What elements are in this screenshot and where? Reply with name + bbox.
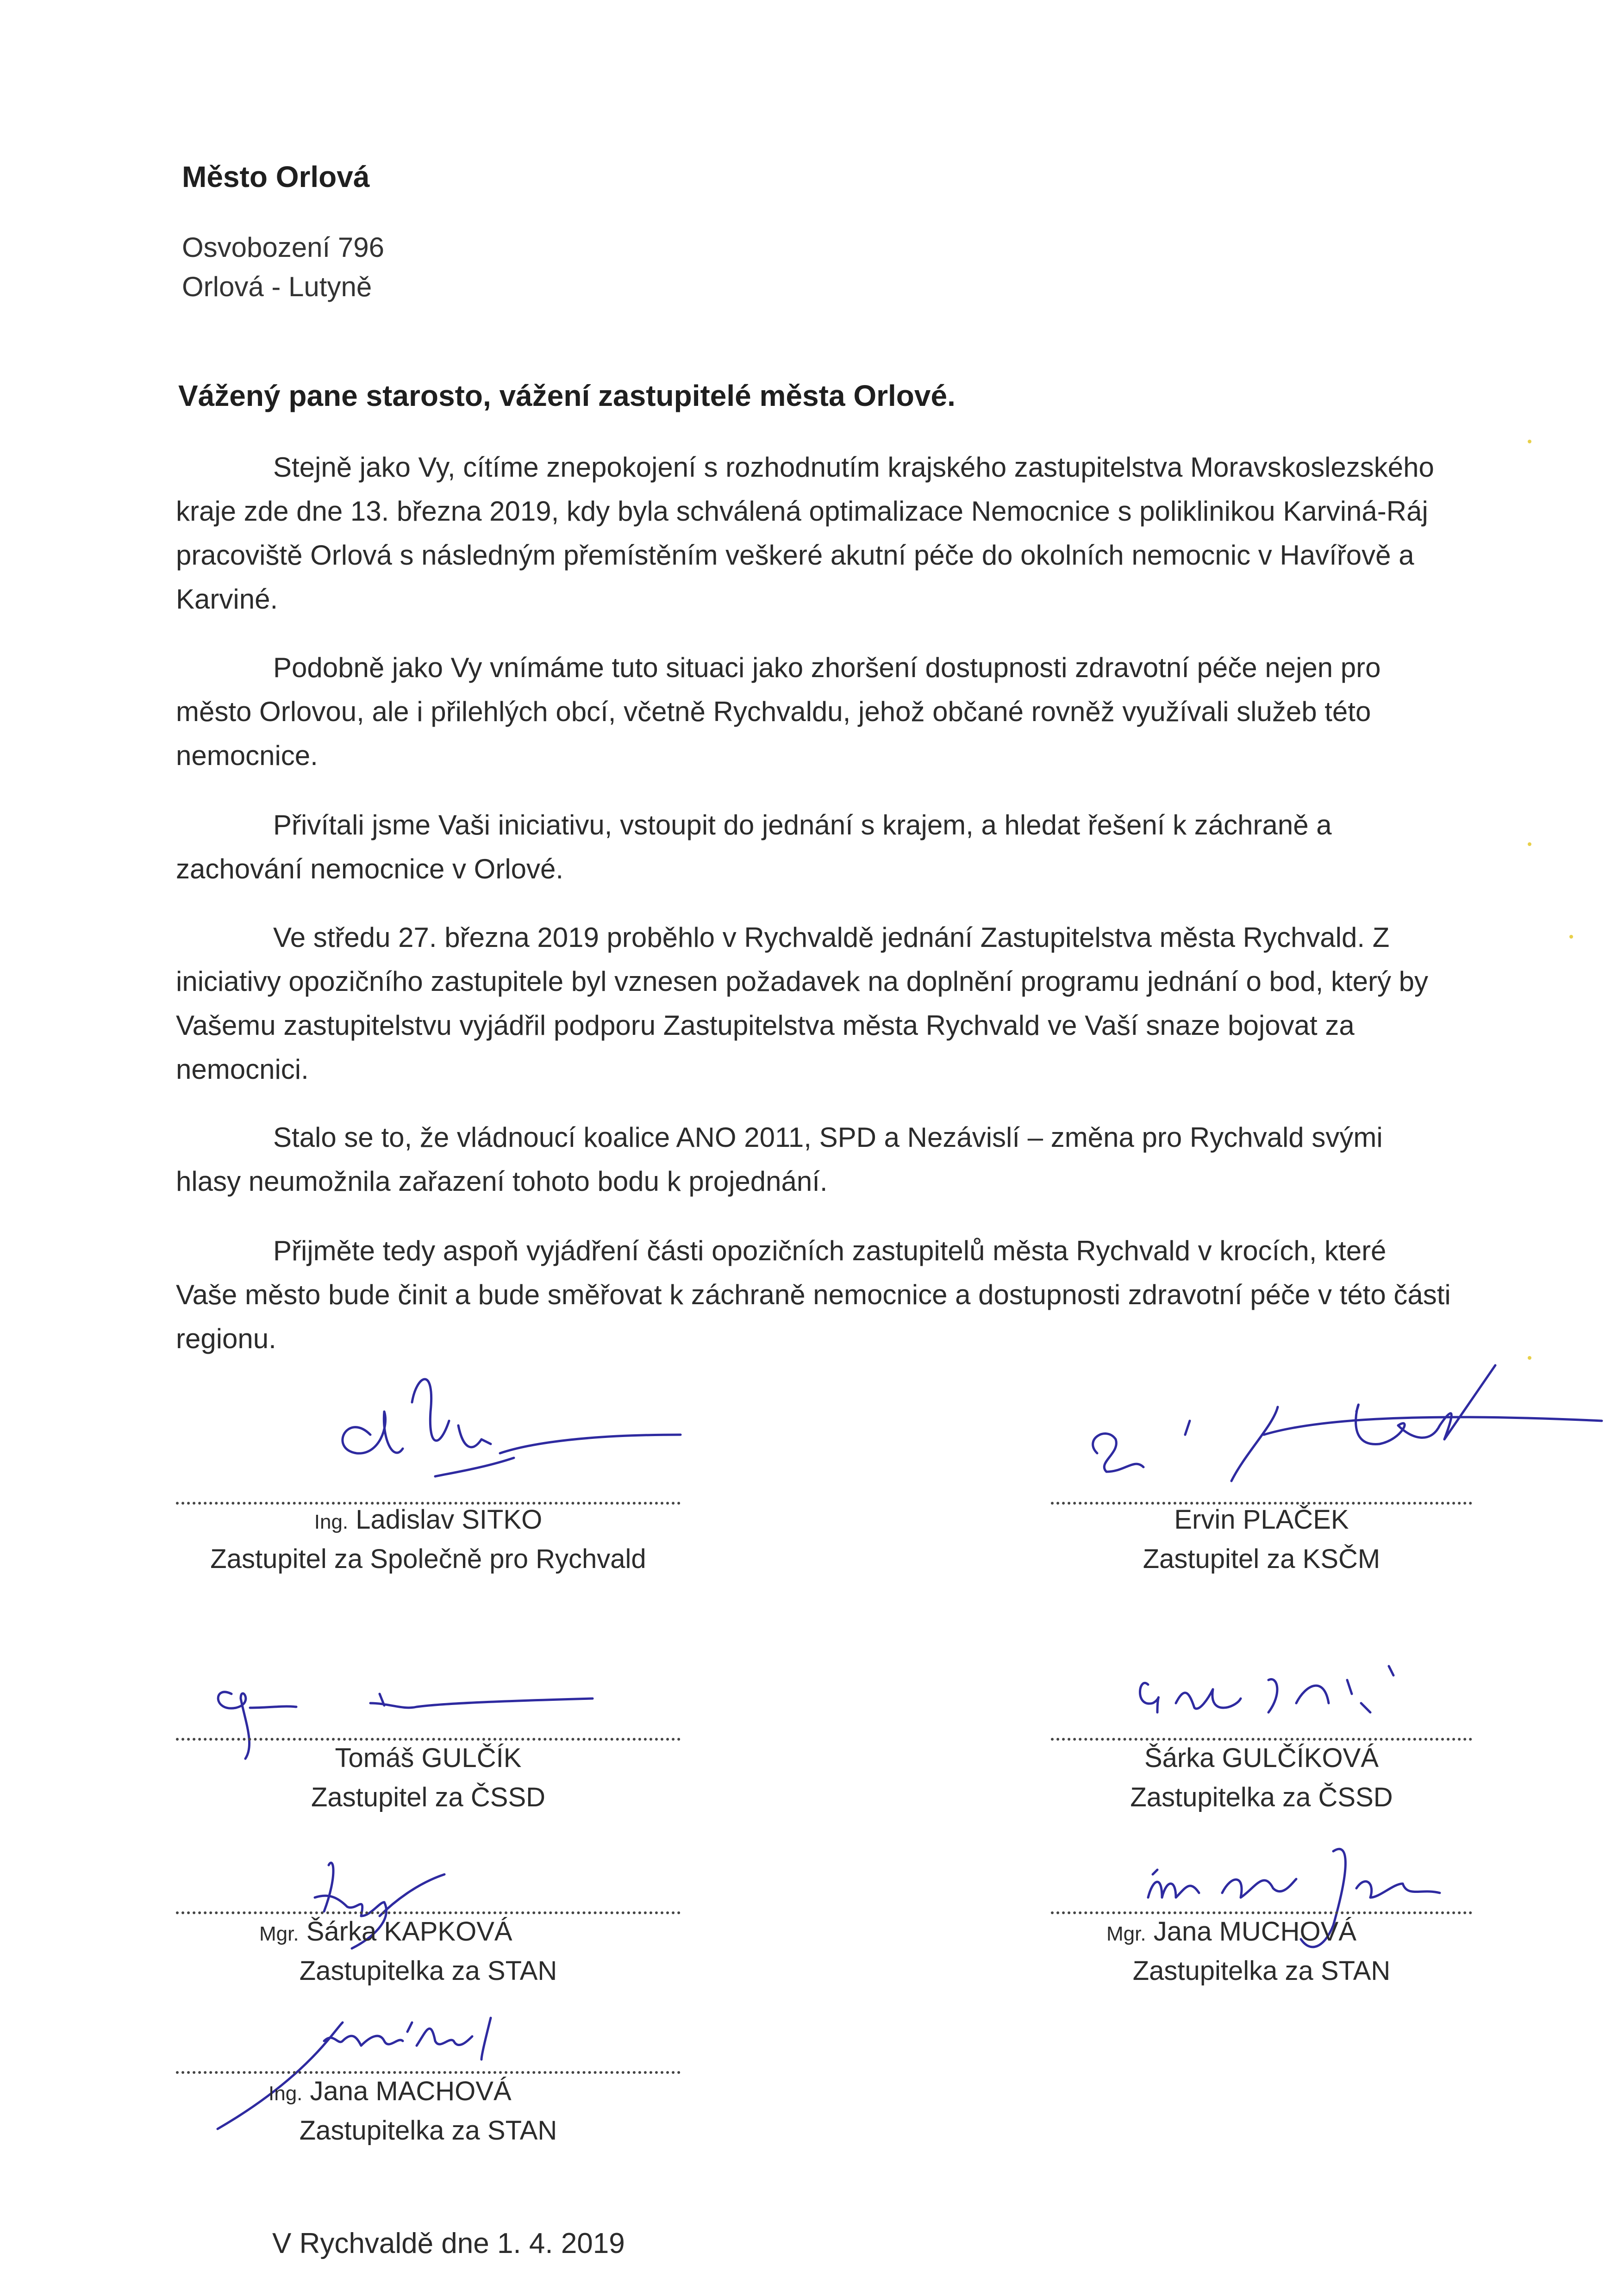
scan-speck xyxy=(1528,1356,1531,1360)
recipient-street: Osvobození 796 xyxy=(182,232,384,263)
recipient-name: Město Orlová xyxy=(182,160,370,193)
signatory-name: Tomáš GULČÍK xyxy=(335,1743,522,1773)
signatory-role: Zastupitelka za ČSSD xyxy=(1130,1782,1393,1812)
signatory-role: Zastupitel za ČSSD xyxy=(311,1782,546,1812)
signatory-role: Zastupitelka za STAN xyxy=(299,2116,557,2146)
signature-sitko xyxy=(319,1356,699,1513)
paragraph-2: Podobně jako Vy vnímáme tuto situaci jako zhoršení dostupnosti zdravotní péče nejen pro město Orlovou, ale i přilehlých obcí, včetně Rychvaldu, jehož občané rovněž využívali služeb této nemocnice. xyxy=(176,652,1381,771)
signatory-role: Zastupitel za Společně pro Rychvald xyxy=(210,1544,646,1574)
signature-placek xyxy=(1079,1356,1606,1495)
signatory-role: Zastupitel za KSČM xyxy=(1143,1544,1380,1574)
signatory-name: Ing. Ladislav SITKO xyxy=(314,1505,543,1535)
signatory-role: Zastupitelka za STAN xyxy=(299,1956,557,1986)
paragraph-4: Ve středu 27. března 2019 proběhlo v Rychvaldě jednání Zastupitelstva města Rychvald. Z iniciativy opozičního zastupitele byl vznesen požadavek na doplnění programu jednání o bod, který by Vašemu zastupitelstvu vyjádřil podporu Zastupitelstva města Rychvald ve Vaší snaze bojovat za nemocnici. xyxy=(176,922,1429,1085)
signatory-name: Ervin PLAČEK xyxy=(1174,1505,1349,1535)
scan-speck xyxy=(1569,935,1573,939)
salutation: Vážený pane starosto, vážení zastupitelé města Orlové. xyxy=(178,379,956,412)
signatory-name: Mgr. Jana MUCHOVÁ xyxy=(1106,1916,1357,1947)
signature-gulcikova xyxy=(1130,1648,1454,1749)
paragraph-3: Přivítali jsme Vaši iniciativu, vstoupit do jednání s krajem, a hledat řešení k záchraně a zachování nemocnice v Orlové. xyxy=(176,809,1332,884)
signature-line xyxy=(1051,1911,1472,1914)
signature-line xyxy=(176,1911,681,1914)
scan-speck xyxy=(1528,842,1531,846)
paragraph-1: Stejně jako Vy, cítíme znepokojení s rozhodnutím krajského zastupitelstva Moravskoslezského kraje zde dne 13. března 2019, kdy byla schválená optimalizace Nemocnice s poliklinikou Karviná-Ráj pracoviště Orlová s následným přemístěním veškeré akutní péče do okolních nemocnic v Havířově a Karviné. xyxy=(176,452,1434,615)
scan-speck xyxy=(1528,440,1531,443)
signature-line xyxy=(1051,1738,1472,1741)
signature-line xyxy=(176,1738,681,1741)
signatory-name: Ing. Jana MACHOVÁ xyxy=(269,2076,512,2106)
paragraph-6: Přijměte tedy aspoň vyjádření části opozičních zastupitelů města Rychvald v krocích, které Vaše město bude činit a bude směřovat k záchraně nemocnice a dostupnosti zdravotní péče v této části regionu. xyxy=(176,1235,1451,1354)
recipient-city: Orlová - Lutyně xyxy=(182,271,372,302)
signatory-name: Šárka GULČÍKOVÁ xyxy=(1144,1743,1379,1773)
paragraph-5: Stalo se to, že vládnoucí koalice ANO 2011, SPD a Nezávislí – změna pro Rychvald svými hlasy neumožnila zařazení tohoto bodu k projednání. xyxy=(176,1122,1383,1197)
signature-line xyxy=(176,2071,681,2074)
signatory-name: Mgr. Šárka KAPKOVÁ xyxy=(259,1916,512,1947)
date-line: V Rychvaldě dne 1. 4. 2019 xyxy=(272,2228,625,2259)
signatory-role: Zastupitelka za STAN xyxy=(1132,1956,1391,1986)
